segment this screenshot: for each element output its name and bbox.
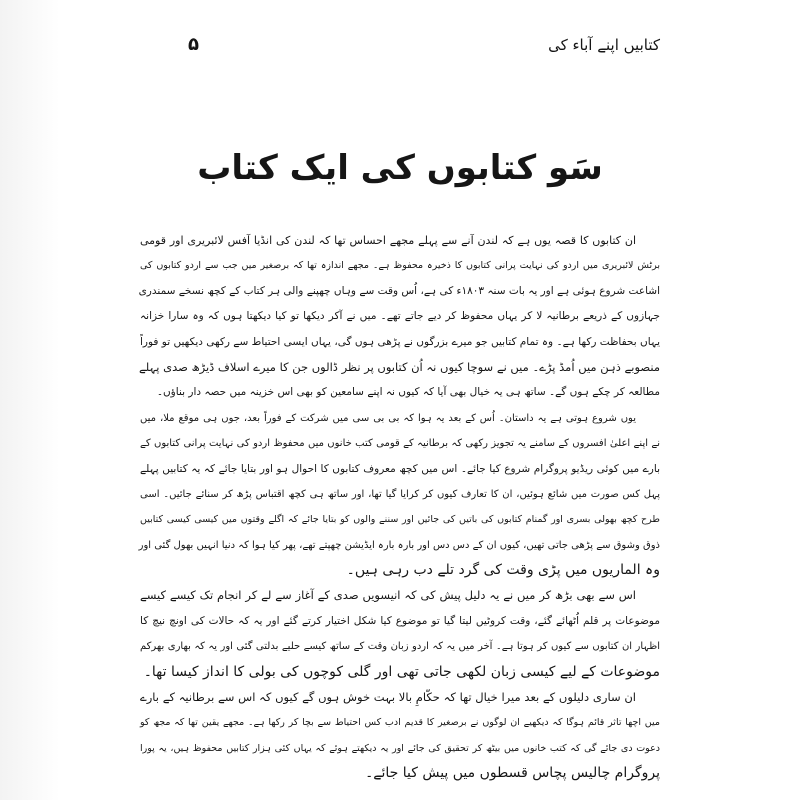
text-line: ان ساری دلیلوں کے بعد میرا خیال تھا کہ حکّامِ بالا بہت خوش ہوں گے کیوں کہ اس سے برطانیہ کے بارے (140, 690, 636, 705)
text-line: طرح کچھ بھولی بسری اور گمنام کتابوں کی باتیں کی جائیں اور سننے والوں کو بتایا جائے کہ اگلے وقتوں میں کیسی کیسی کتابیں (140, 514, 660, 526)
text-line: اظہار ان کتابوں سے کیوں کر ہوتا ہے۔ آخر میں یہ کہ اردو زبان وقت کے ساتھ کیسے حلیے بدلتی گئی اور یہ کہ بھاری بھرکم (140, 641, 660, 653)
text-line: وہ الماریوں میں پڑی وقت کی گرد تلے دب رہی ہیں۔ (346, 562, 660, 579)
text-line: جہازوں کے ذریعے برطانیہ لا کر یہاں محفوظ کر دیے جاتے تھے۔ میں نے آکر دیکھا تو کیا دیکھتا ہوں کہ وہ سارا خزانہ (140, 310, 660, 323)
text-line: اس سے بھی بڑھ کر میں نے یہ دلیل پیش کی کہ انیسویں صدی کے آغاز سے لے کر انجام تک کیسے کیسے (140, 588, 636, 603)
page-number: ۵ (188, 34, 199, 55)
chapter-title: سَو کتابوں کی ایک کتاب (197, 148, 603, 188)
text-line: ان کتابوں کا قصہ یوں ہے کہ لندن آنے سے پہلے مجھے احساس تھا کہ لندن کی انڈیا آفس لائبریری اور قومی (140, 234, 636, 247)
paragraph (140, 583, 660, 685)
text-line: موضوعات کے لیے کیسی زبان لکھی جاتی تھی اور گلی کوچوں کی بولی کا انداز کیسا تھا۔ (143, 663, 660, 680)
text-line: بارے میں کوئی ریڈیو پروگرام شروع کیا جائے۔ اس میں کچھ معروف کتابوں کا احوال ہو اور بتایا جائے کہ یہ کتابیں پہلے (140, 462, 660, 475)
text-line: پروگرام چالیس پچاس قسطوں میں پیش کیا جائے۔ (365, 765, 660, 782)
body-text (140, 228, 660, 787)
text-line: منصوبے ذہن میں اُمڈ پڑے۔ میں نے سوچا کیوں نہ اُن کتابوں پر نظر ڈالوں جن کا میرے اسلاف ڈیڑھ صدی پہلے (138, 359, 660, 374)
page-edge-shadow (0, 0, 60, 800)
text-line: موضوعات پر قلم اُٹھائے گئے، وقت کروٹیں لیتا گیا تو موضوع کیا شکل اختیار کرتے گئے اور یہ کہ حالات کی اونچ نیچ کا (140, 614, 660, 627)
text-line: یہاں بحفاظت رکھا ہے۔ وہ تمام کتابیں جو میرے بزرگوں نے پڑھی ہوں گی، یہاں ایسی احتیاط سے رکھی دیکھیں تو فوراً (140, 335, 660, 348)
text-line: یوں شروع ہوتی ہے یہ داستان۔ اُس کے بعد یہ ہوا کہ بی بی سی میں شرکت کے فوراً بعد، جوں ہی موقع ملا، میں (140, 412, 636, 424)
text-line: نے اپنے اعلیٰ افسروں کے سامنے یہ تجویز رکھی کہ برطانیہ کے قومی کتب خانوں میں محفوظ اردو کی نہایت پرانی کتابوں کے (140, 438, 660, 450)
paragraph (140, 685, 660, 787)
text-line: دعوت دی جائے گی کہ کتب خانوں میں بیٹھ کر تحقیق کی جائے اور یہ دیکھتے ہوئے کہ یہاں کئی ہزار کتابیں محفوظ ہیں، یہ پورا (140, 742, 660, 754)
text-line: میں اچھا تاثر قائم ہوگا کہ دیکھیے ان لوگوں نے برصغیر کا قدیم ادب کس احتیاط سے بچا کر رکھا ہے۔ مجھے یقین تھا کہ مجھ کو (140, 717, 660, 729)
text-line: اشاعت شروع ہوئی ہے اور یہ بات سنہ ۱۸۰۳ء کی ہے، اُس وقت سے وہاں چھپنے والی ہر کتاب کے کچھ نسخے سمندری (138, 284, 660, 297)
text-line: پہل کس صورت میں شائع ہوئیں، ان کا تعارف کیوں کر کرایا گیا تھا، اور ساتھ ہی کچھ اقتباس پڑھ کر سنائے جائیں۔ اسی (140, 488, 660, 500)
text-line: مطالعہ کر چکے ہوں گے۔ ساتھ ہی یہ خیال بھی آیا کہ کیوں نہ اپنے سامعین کو بھی اس خزینہ میں حصہ دار بناؤں۔ (156, 386, 660, 399)
running-title: کتابیں اپنے آباء کی (548, 36, 660, 54)
text-line: برٹش لائبریری میں اردو کی نہایت پرانی کتابوں کا ذخیرہ محفوظ ہے۔ مجھے اندازہ تھا کہ برصغیر میں جب سے اردو کتابوں کی (140, 260, 660, 272)
text-line: ذوق وشوق سے پڑھی جاتی تھیں، کیوں ان کے دس دس اور بارہ بارہ ایڈیشن چھپتے تھے، پھر کیا ہوا کہ دنیا انہیں بھول گئی اور (138, 539, 660, 551)
paragraph (140, 406, 660, 584)
paragraph (140, 228, 660, 406)
